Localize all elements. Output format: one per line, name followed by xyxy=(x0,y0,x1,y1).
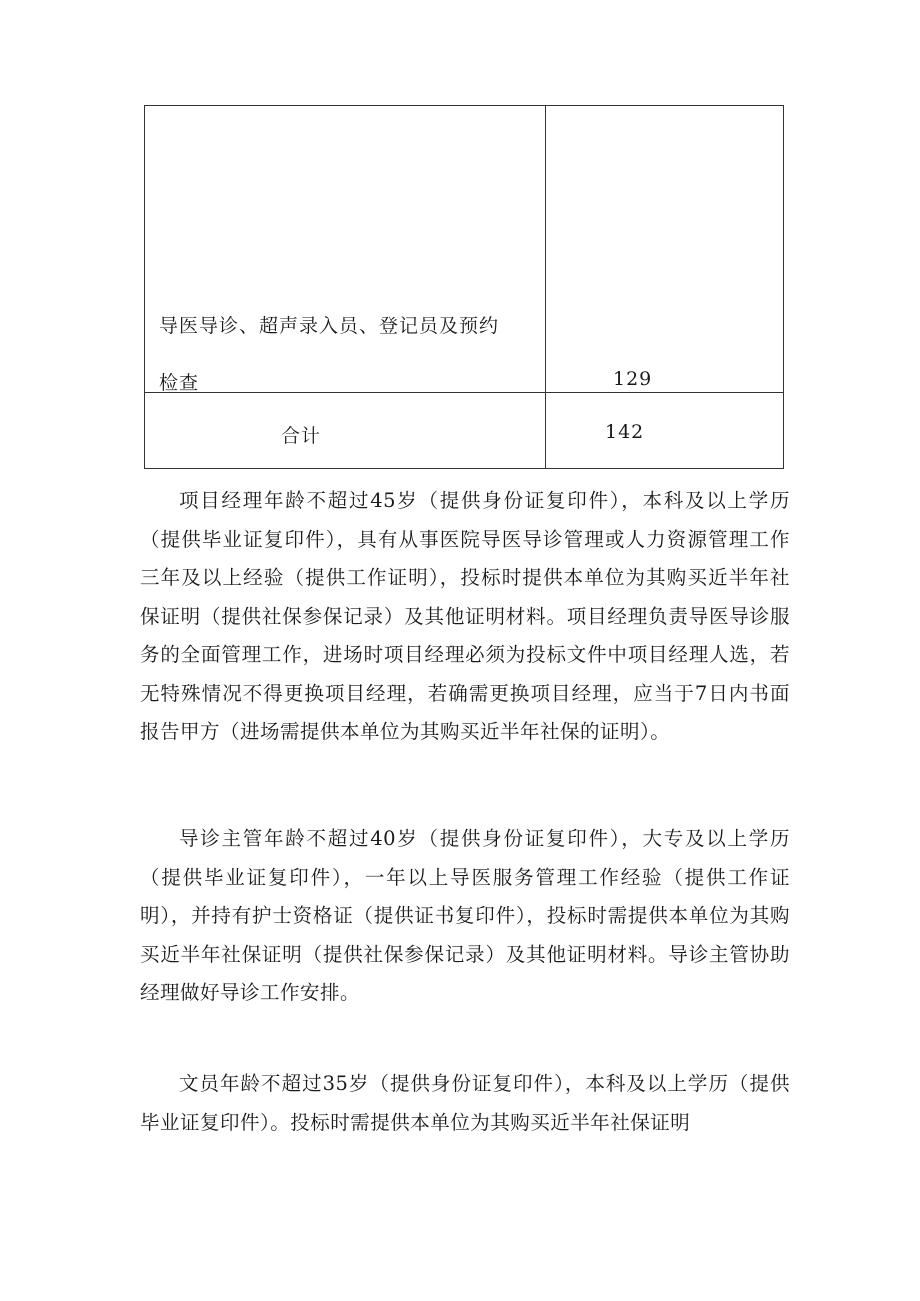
paragraph-project-manager: 项目经理年龄不超过45岁（提供身份证复印件），本科及以上学历（提供毕业证复印件），具有从事医院导医导诊管理或人力资源管理工作三年及以上经验（提供工作证明），投标时提供本单位为其购买近半年社保证明（提供社保参保记录）及其他证明材料。项目经理负责导医导诊服务的全面管理工作，进场时项目经理必须为投标文件中项目经理人选，若无特殊情况不得更换项目经理，若确需更换项目经理，应当于7日内书面报告甲方（进场需提供本单位为其购买近半年社保的证明）。 xyxy=(140,489,790,743)
table-row-divider xyxy=(145,392,783,393)
total-label: 合计 xyxy=(281,425,322,447)
table-column-divider xyxy=(545,106,546,468)
paragraph-clerk: 文员年龄不超过35岁（提供身份证复印件），本科及以上学历（提供毕业证复印件）。投标时需提供本单位为其购买近半年社保证明 xyxy=(140,1072,790,1134)
staffing-table xyxy=(144,105,784,469)
total-value: 142 xyxy=(605,421,645,443)
row1-label-line2: 检查 xyxy=(159,372,200,394)
paragraph-guide-supervisor: 导诊主管年龄不超过40岁（提供身份证复印件），大专及以上学历（提供毕业证复印件），一年以上导医服务管理工作经验（提供工作证明），并持有护士资格证（提供证书复印件），投标时需提供本单位为其购买近半年社保证明（提供社保参保记录）及其他证明材料。导诊主管协助经理做好导诊工作安排。 xyxy=(140,827,790,1004)
row1-label-line1: 导医导诊、超声录入员、登记员及预约 xyxy=(159,315,500,337)
row1-value: 129 xyxy=(613,368,653,390)
